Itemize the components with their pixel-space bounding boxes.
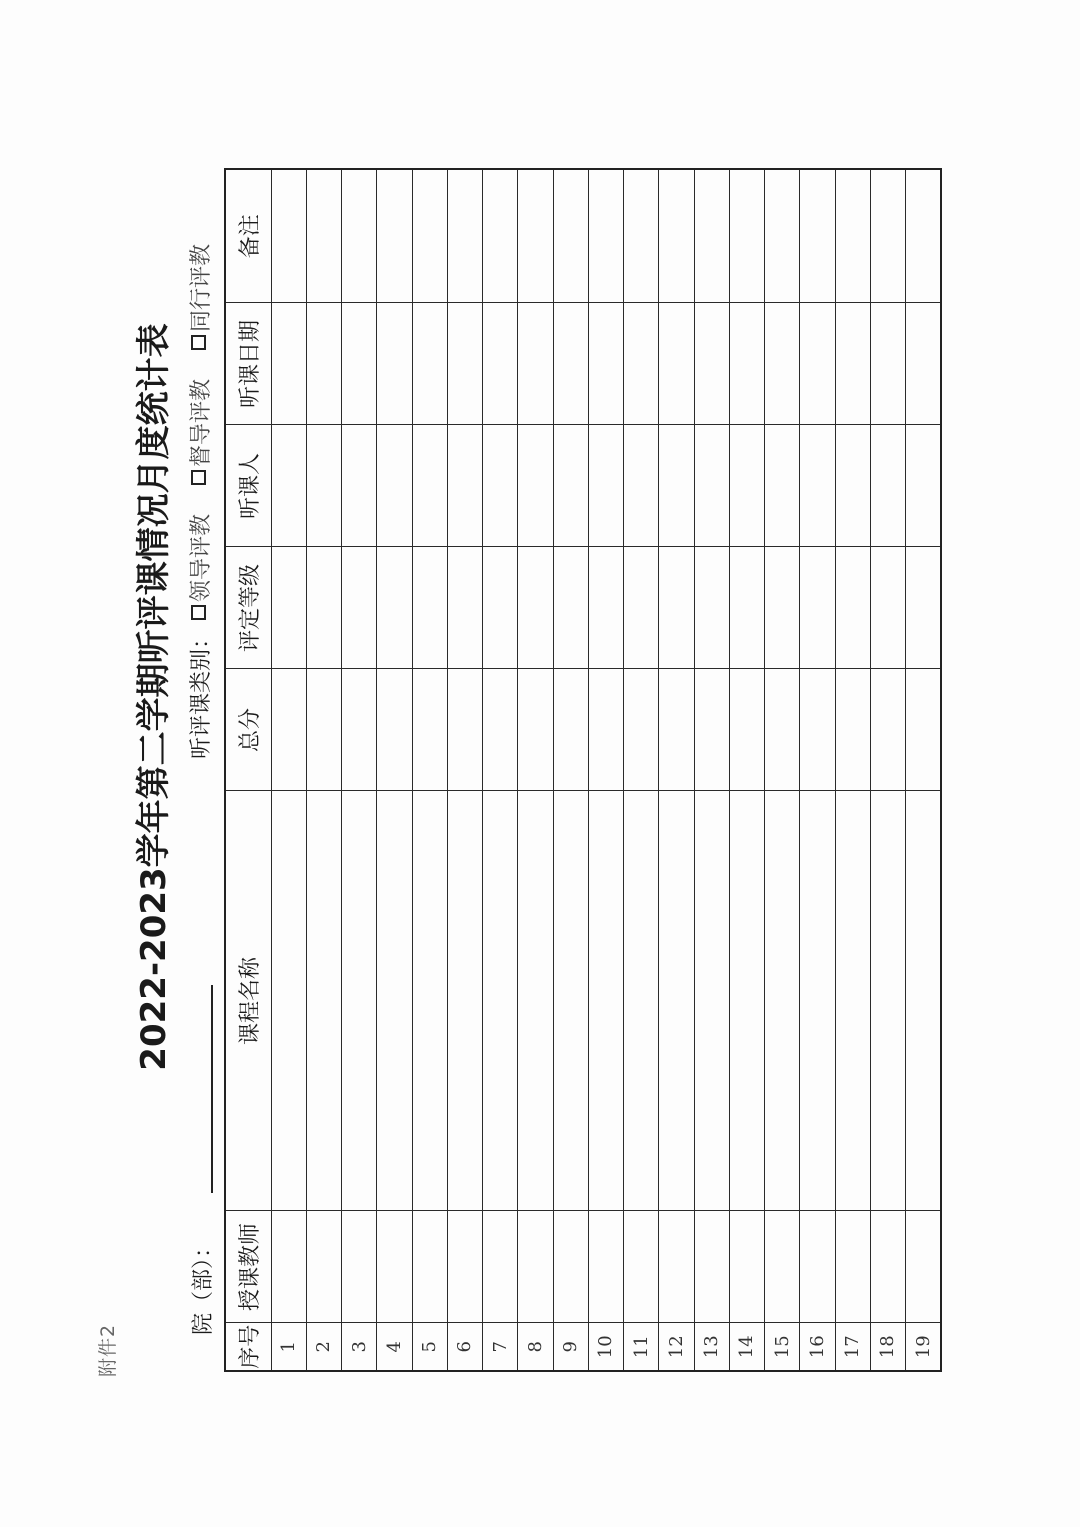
header-score: 总分: [225, 669, 271, 791]
statistics-table: [224, 168, 942, 1372]
header-teacher: 授课教师: [225, 1211, 271, 1323]
cell-course[interactable]: [518, 791, 553, 1211]
cell-grade[interactable]: [588, 547, 623, 669]
cell-teacher[interactable]: [694, 1211, 729, 1323]
row-number: 18: [870, 1323, 905, 1371]
attachment-label: 附件2: [97, 1323, 119, 1377]
row-number: 10: [588, 1323, 623, 1371]
header-seq: 序号: [225, 1323, 271, 1371]
cell-grade[interactable]: [412, 547, 447, 669]
header-grade: 评定等级: [225, 547, 271, 669]
category-option-label: 领导评教: [189, 513, 214, 602]
cell-grade[interactable]: [483, 547, 518, 669]
category-label: 听评课类别：: [189, 626, 214, 759]
cell-remarks[interactable]: [377, 169, 412, 303]
table-row: [306, 169, 341, 1371]
row-number: 2: [306, 1323, 341, 1371]
cell-score[interactable]: [271, 669, 306, 791]
cell-grade[interactable]: [694, 547, 729, 669]
cell-remarks[interactable]: [765, 169, 800, 303]
cell-remarks[interactable]: [694, 169, 729, 303]
cell-remarks[interactable]: [835, 169, 870, 303]
cell-teacher[interactable]: [765, 1211, 800, 1323]
cell-date[interactable]: [906, 303, 942, 425]
cell-grade[interactable]: [729, 547, 764, 669]
cell-score[interactable]: [306, 669, 341, 791]
cell-observer[interactable]: [624, 425, 659, 547]
cell-teacher[interactable]: [729, 1211, 764, 1323]
cell-date[interactable]: [800, 303, 835, 425]
table-row: [447, 169, 482, 1371]
cell-remarks[interactable]: [306, 169, 341, 303]
cell-observer[interactable]: [694, 425, 729, 547]
cell-remarks[interactable]: [729, 169, 764, 303]
cell-score[interactable]: [835, 669, 870, 791]
header-remarks: 备注: [225, 169, 271, 303]
cell-date[interactable]: [377, 303, 412, 425]
table-row: [870, 169, 905, 1371]
cell-date[interactable]: [588, 303, 623, 425]
table-row: [342, 169, 377, 1371]
cell-grade[interactable]: [906, 547, 942, 669]
cell-course[interactable]: [765, 791, 800, 1211]
cell-teacher[interactable]: [800, 1211, 835, 1323]
cell-course[interactable]: [870, 791, 905, 1211]
cell-observer[interactable]: [765, 425, 800, 547]
cell-score[interactable]: [518, 669, 553, 791]
category-option-label: 同行评教: [189, 243, 214, 332]
cell-remarks[interactable]: [553, 169, 588, 303]
cell-grade[interactable]: [659, 547, 694, 669]
table-row: [765, 169, 800, 1371]
cell-grade[interactable]: [306, 547, 341, 669]
cell-course[interactable]: [588, 791, 623, 1211]
cell-remarks[interactable]: [624, 169, 659, 303]
checkbox-icon[interactable]: [191, 335, 206, 350]
cell-date[interactable]: [342, 303, 377, 425]
cell-teacher[interactable]: [870, 1211, 905, 1323]
cell-observer[interactable]: [483, 425, 518, 547]
cell-score[interactable]: [765, 669, 800, 791]
cell-remarks[interactable]: [659, 169, 694, 303]
cell-teacher[interactable]: [659, 1211, 694, 1323]
table-row: [729, 169, 764, 1371]
header-date: 听课日期: [225, 303, 271, 425]
cell-observer[interactable]: [306, 425, 341, 547]
cell-observer[interactable]: [377, 425, 412, 547]
cell-grade[interactable]: [342, 547, 377, 669]
table-row: [412, 169, 447, 1371]
row-number: 5: [412, 1323, 447, 1371]
cell-remarks[interactable]: [447, 169, 482, 303]
row-number: 13: [694, 1323, 729, 1371]
row-number: 8: [518, 1323, 553, 1371]
row-number: 19: [906, 1323, 942, 1371]
cell-course[interactable]: [906, 791, 942, 1211]
row-number: 11: [624, 1323, 659, 1371]
header-course: 课程名称: [225, 791, 271, 1211]
cell-score[interactable]: [553, 669, 588, 791]
cell-remarks[interactable]: [342, 169, 377, 303]
cell-teacher[interactable]: [588, 1211, 623, 1323]
department-blank-line[interactable]: [211, 985, 213, 1193]
cell-score[interactable]: [906, 669, 942, 791]
cell-teacher[interactable]: [377, 1211, 412, 1323]
cell-teacher[interactable]: [483, 1211, 518, 1323]
cell-course[interactable]: [835, 791, 870, 1211]
table-row: [624, 169, 659, 1371]
cell-course[interactable]: [659, 791, 694, 1211]
cell-course[interactable]: [342, 791, 377, 1211]
cell-remarks[interactable]: [906, 169, 942, 303]
row-number: 15: [765, 1323, 800, 1371]
cell-score[interactable]: [412, 669, 447, 791]
cell-grade[interactable]: [271, 547, 306, 669]
cell-score[interactable]: [342, 669, 377, 791]
cell-observer[interactable]: [906, 425, 942, 547]
cell-grade[interactable]: [447, 547, 482, 669]
cell-score[interactable]: [800, 669, 835, 791]
cell-date[interactable]: [835, 303, 870, 425]
category-option-leader[interactable]: [184, 514, 215, 620]
cell-remarks[interactable]: [412, 169, 447, 303]
cell-teacher[interactable]: [518, 1211, 553, 1323]
cell-date[interactable]: [729, 303, 764, 425]
cell-teacher[interactable]: [624, 1211, 659, 1323]
cell-teacher[interactable]: [906, 1211, 942, 1323]
cell-date[interactable]: [483, 303, 518, 425]
table-row: [694, 169, 729, 1371]
cell-observer[interactable]: [342, 425, 377, 547]
table-header-row: [225, 169, 271, 1371]
cell-observer[interactable]: [800, 425, 835, 547]
cell-course[interactable]: [729, 791, 764, 1211]
category-option-peer[interactable]: [184, 244, 215, 350]
cell-remarks[interactable]: [518, 169, 553, 303]
cell-teacher[interactable]: [412, 1211, 447, 1323]
cell-observer[interactable]: [588, 425, 623, 547]
cell-date[interactable]: [694, 303, 729, 425]
category-option-label: 督导评教: [189, 378, 214, 467]
cell-grade[interactable]: [765, 547, 800, 669]
cell-remarks[interactable]: [870, 169, 905, 303]
row-number: 17: [835, 1323, 870, 1371]
cell-observer[interactable]: [870, 425, 905, 547]
cell-date[interactable]: [553, 303, 588, 425]
cell-teacher[interactable]: [447, 1211, 482, 1323]
row-number: 9: [553, 1323, 588, 1371]
row-number: 16: [800, 1323, 835, 1371]
table-row: [377, 169, 412, 1371]
category-selector: [184, 244, 215, 759]
cell-grade[interactable]: [377, 547, 412, 669]
cell-score[interactable]: [659, 669, 694, 791]
cell-course[interactable]: [447, 791, 482, 1211]
cell-date[interactable]: [412, 303, 447, 425]
cell-course[interactable]: [694, 791, 729, 1211]
cell-observer[interactable]: [271, 425, 306, 547]
table-row: [518, 169, 553, 1371]
cell-date[interactable]: [624, 303, 659, 425]
cell-course[interactable]: [377, 791, 412, 1211]
cell-grade[interactable]: [518, 547, 553, 669]
cell-course[interactable]: [553, 791, 588, 1211]
table-row: [906, 169, 942, 1371]
row-number: 4: [377, 1323, 412, 1371]
cell-score[interactable]: [729, 669, 764, 791]
table-row: [659, 169, 694, 1371]
table-row: [588, 169, 623, 1371]
row-number: 7: [483, 1323, 518, 1371]
cell-score[interactable]: [694, 669, 729, 791]
cell-course[interactable]: [800, 791, 835, 1211]
header-observer: 听课人: [225, 425, 271, 547]
cell-course[interactable]: [306, 791, 341, 1211]
cell-teacher[interactable]: [553, 1211, 588, 1323]
row-number: 3: [342, 1323, 377, 1371]
cell-course[interactable]: [271, 791, 306, 1211]
cell-date[interactable]: [271, 303, 306, 425]
cell-course[interactable]: [483, 791, 518, 1211]
department-label: 院（部）：: [191, 1235, 216, 1335]
cell-score[interactable]: [483, 669, 518, 791]
table-row: [800, 169, 835, 1371]
cell-teacher[interactable]: [835, 1211, 870, 1323]
cell-course[interactable]: [412, 791, 447, 1211]
cell-score[interactable]: [870, 669, 905, 791]
table-body: [271, 169, 941, 1371]
cell-grade[interactable]: [870, 547, 905, 669]
table-row: [835, 169, 870, 1371]
cell-teacher[interactable]: [342, 1211, 377, 1323]
cell-remarks[interactable]: [271, 169, 306, 303]
category-option-supervisor[interactable]: [184, 379, 215, 485]
cell-score[interactable]: [588, 669, 623, 791]
cell-score[interactable]: [624, 669, 659, 791]
cell-grade[interactable]: [553, 547, 588, 669]
cell-teacher[interactable]: [271, 1211, 306, 1323]
cell-teacher[interactable]: [306, 1211, 341, 1323]
table-row: [271, 169, 306, 1371]
cell-observer[interactable]: [835, 425, 870, 547]
cell-remarks[interactable]: [588, 169, 623, 303]
cell-date[interactable]: [659, 303, 694, 425]
cell-grade[interactable]: [624, 547, 659, 669]
cell-date[interactable]: [870, 303, 905, 425]
table-row: [483, 169, 518, 1371]
table-row: [553, 169, 588, 1371]
cell-observer[interactable]: [729, 425, 764, 547]
cell-remarks[interactable]: [483, 169, 518, 303]
cell-grade[interactable]: [800, 547, 835, 669]
row-number: 1: [271, 1323, 306, 1371]
cell-observer[interactable]: [447, 425, 482, 547]
cell-date[interactable]: [765, 303, 800, 425]
row-number: 14: [729, 1323, 764, 1371]
cell-observer[interactable]: [553, 425, 588, 547]
cell-date[interactable]: [306, 303, 341, 425]
page-title: 2022-2023学年第二学期听评课情况月度统计表: [134, 323, 174, 1071]
row-number: 6: [447, 1323, 482, 1371]
cell-score[interactable]: [447, 669, 482, 791]
cell-date[interactable]: [447, 303, 482, 425]
row-number: 12: [659, 1323, 694, 1371]
cell-grade[interactable]: [835, 547, 870, 669]
cell-score[interactable]: [377, 669, 412, 791]
checkbox-icon[interactable]: [191, 470, 206, 485]
cell-date[interactable]: [518, 303, 553, 425]
cell-remarks[interactable]: [800, 169, 835, 303]
cell-course[interactable]: [624, 791, 659, 1211]
cell-observer[interactable]: [659, 425, 694, 547]
checkbox-icon[interactable]: [191, 605, 206, 620]
cell-observer[interactable]: [412, 425, 447, 547]
cell-observer[interactable]: [518, 425, 553, 547]
